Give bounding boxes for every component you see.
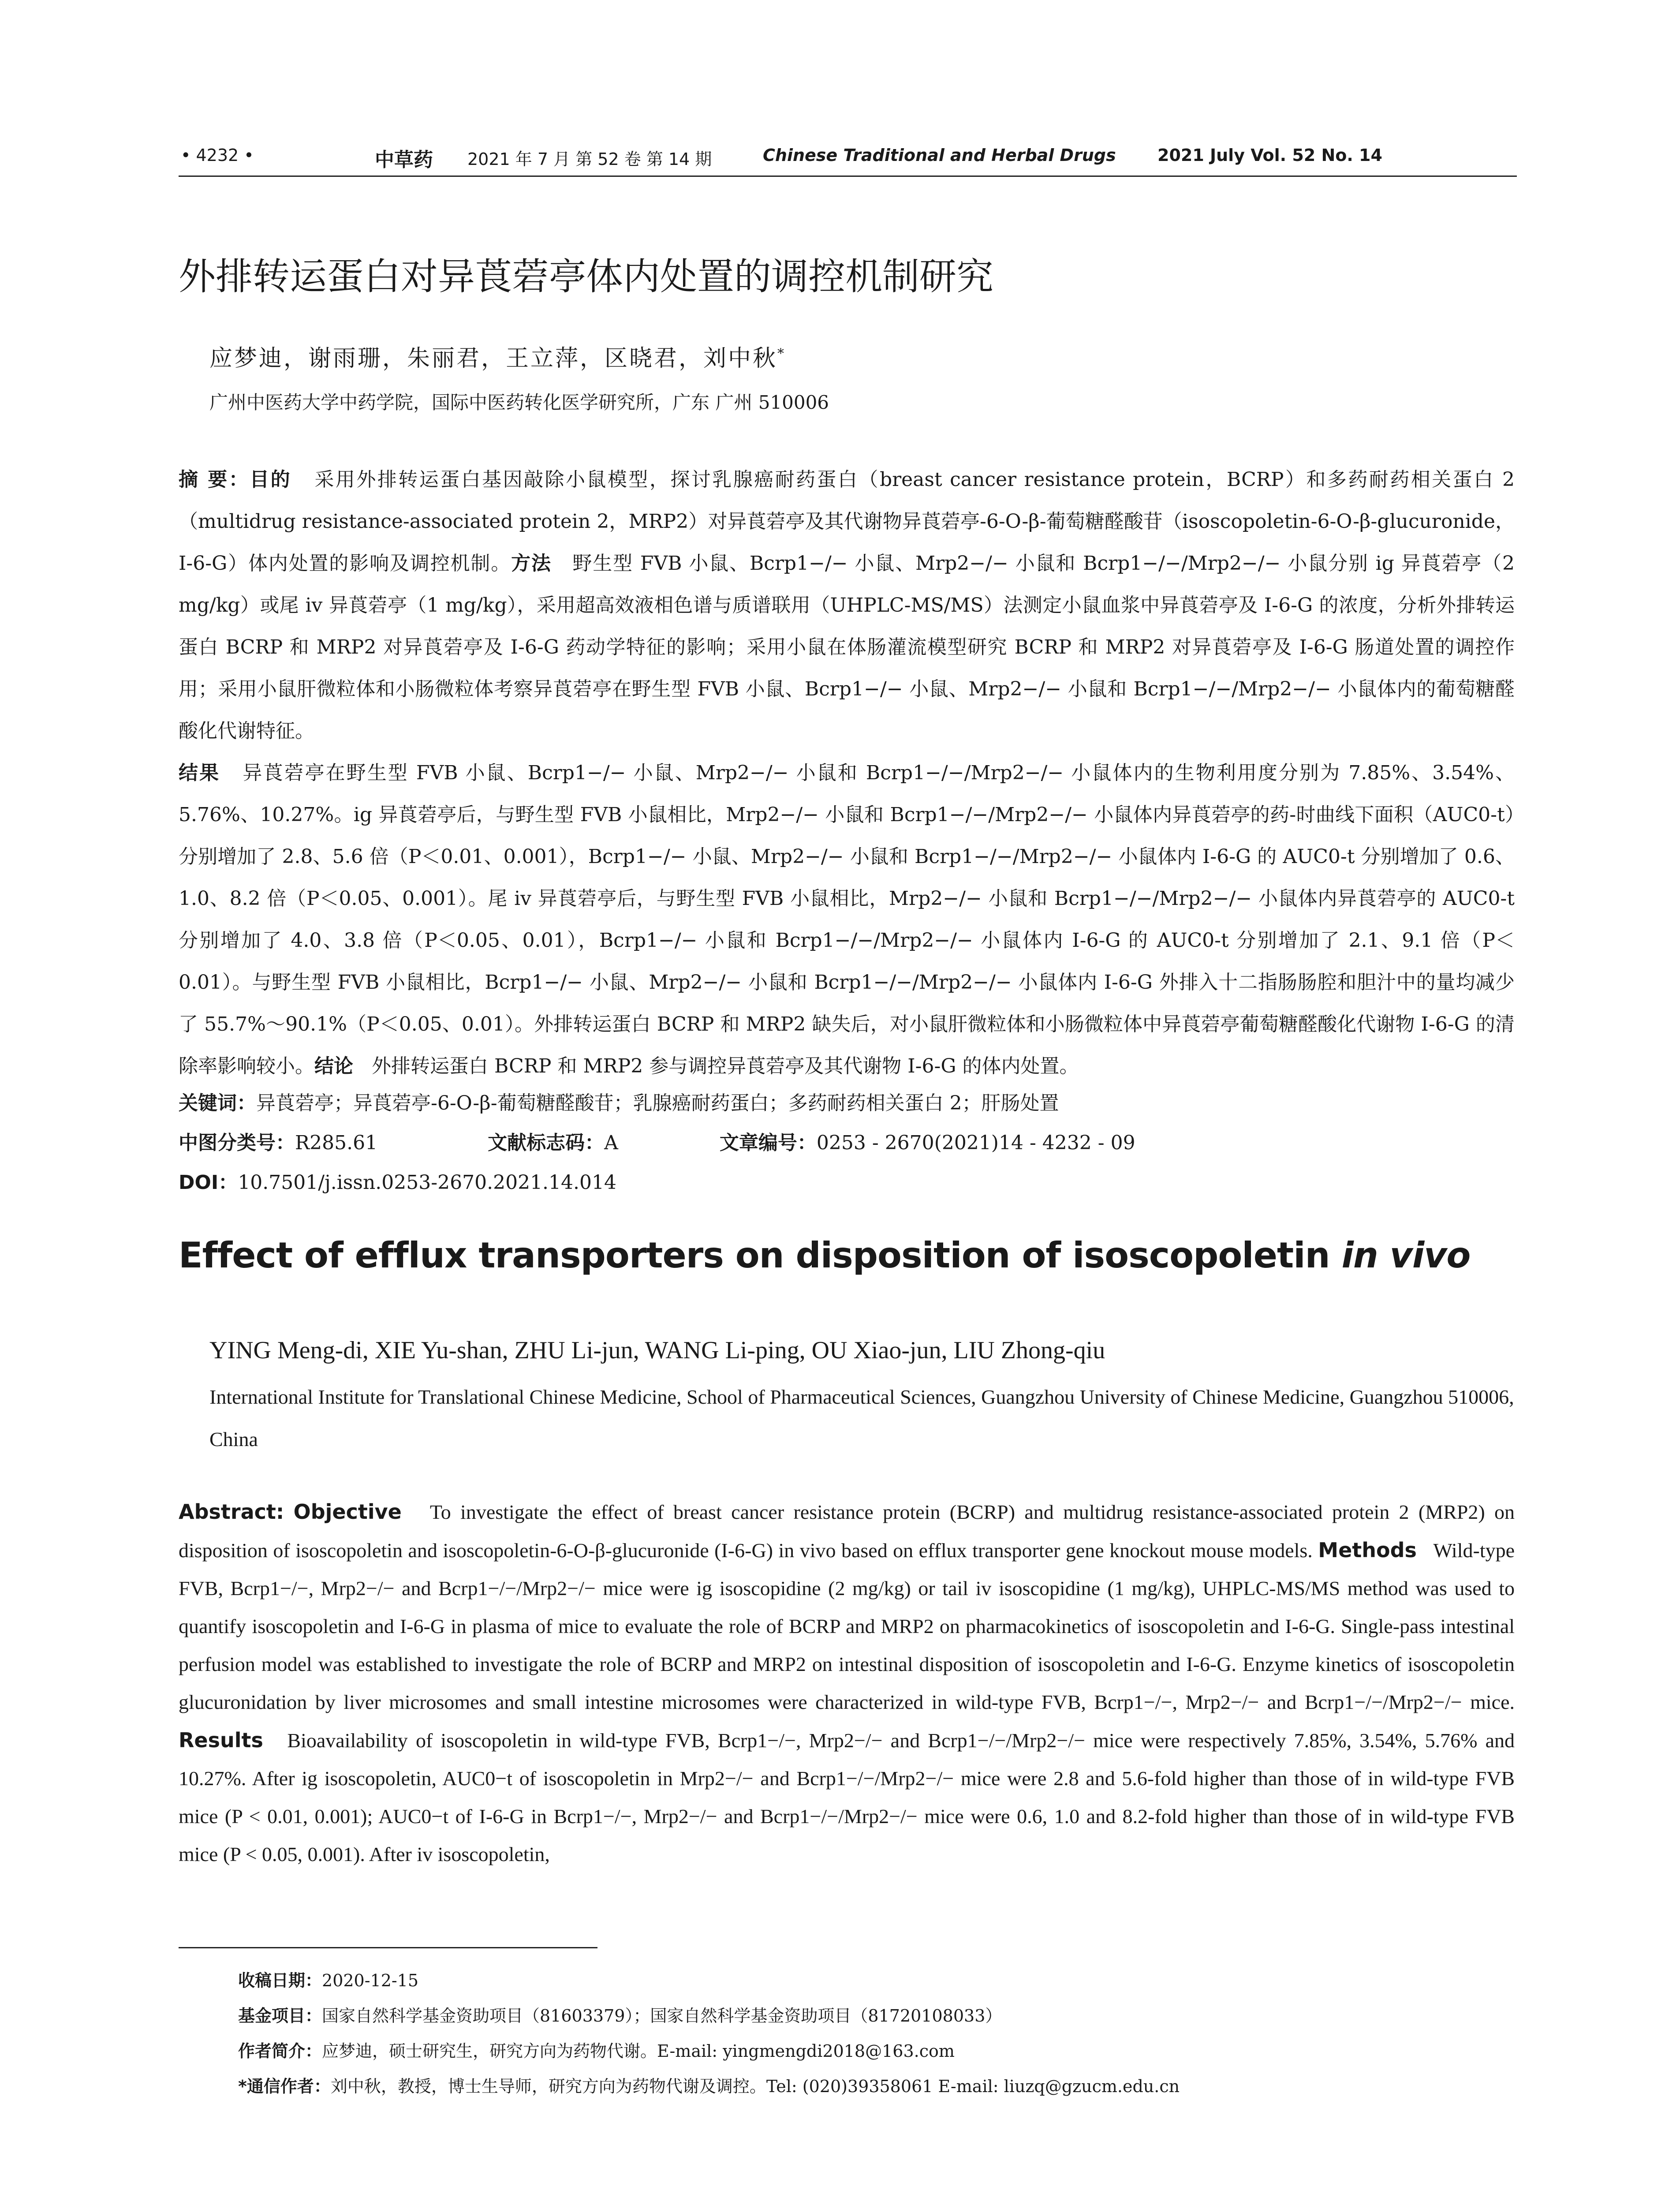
- paper-title-en-italic: in vivo: [1341, 1235, 1471, 1276]
- classification-line: [179, 1127, 1135, 1155]
- issue-cn: 2021 年 7 月 第 52 卷 第 14 期: [467, 149, 712, 169]
- corresponding-mark: *: [777, 346, 786, 362]
- footnote-funding: [238, 2002, 1002, 2026]
- results-cn: 异莨菪亭在野生型 FVB 小鼠、Bcrp1−/− 小鼠、Mrp2−/− 小鼠和 Bcrp1−/−/Mrp2−/− 小鼠体内的生物利用度分别为 7.85%、3.54%、5.76%、10.27%。ig 异莨菪亭后，与野生型 FVB 小鼠相比，Mrp2−/− 小鼠和 Bcrp1−/−/Mrp2−/− 小鼠体内异莨菪亭的药-时曲线下面积（AUC0-t）分别增加了 2.8、5.6 倍（P＜0.01、0.001），Bcrp1−/− 小鼠、Mrp2−/− 小鼠和 Bcrp1−/−/Mrp2−/− 小鼠体内 I-6-G 的 AUC0-t 分别增加了 0.6、1.0、8.2 倍（P＜0.05、0.001）。尾 iv 异莨菪亭后，与野生型 FVB 小鼠相比，Mrp2−/− 小鼠和 Bcrp1−/−/Mrp2−/− 小鼠体内异莨菪亭的 AUC0-t 分别增加了 4.0、3.8 倍（P＜0.05、0.01），Bcrp1−/− 小鼠和 Bcrp1−/−/Mrp2−/− 小鼠体内 I-6-G 的 AUC0-t 分别增加了 2.1、9.1 倍（P＜0.01）。与野生型 FVB 小鼠相比，Bcrp1−/− 小鼠、Mrp2−/− 小鼠和 Bcrp1−/−/Mrp2−/− 小鼠体内 I-6-G 外排入十二指肠肠腔和胆汁中的量均减少了 55.7%～90.1%（P＜0.05、0.01）。外排转运蛋白 BCRP 和 MRP2 缺失后，对小鼠肝微粒体和小肠微粒体中异莨菪亭葡萄糖醛酸化代谢物 I-6-G 的清除率影响较小。: [179, 762, 1515, 1077]
- abstract-cn: [179, 459, 1515, 1087]
- issue-en: 2021 July Vol. 52 No. 14: [1157, 146, 1382, 165]
- doi-line: [179, 1166, 616, 1195]
- objective-cn: 采用外排转运蛋白基因敲除小鼠模型，探讨乳腺癌耐药蛋白（breast cancer resistance protein，BCRP）和多药耐药相关蛋白 2（multidrug resistance-associated protein 2，MRP2）对异莨菪亭及其代谢物异莨菪亭-6-O-β-葡萄糖醛酸苷（isoscopoletin-6-O-β-glucuronide，I-6-G）体内处置的影响及调控机制。: [179, 468, 1515, 575]
- received-label: 收稿日期：: [238, 1971, 322, 1990]
- keywords-text-cn: 异莨菪亭；异莨菪亭-6-O-β-葡萄糖醛酸苷；乳腺癌耐药蛋白；多药耐药相关蛋白 2；肝肠处置: [256, 1092, 1059, 1114]
- results-en: Bioavailability of isoscopoletin in wild-type FVB, Bcrp1−/−, Mrp2−/− and Bcrp1−/−/Mrp2−/− mice were respectively 7.85%, 3.54%, 5.76% and 10.27%. After ig isoscopoletin, AUC0−t of isoscopoletin in Mrp2−/− and Bcrp1−/−/Mrp2−/− mice were 2.8 and 5.6-fold higher than those of in wild-type FVB mice (P < 0.01, 0.001); AUC0−t of I-6-G in Bcrp1−/−, Mrp2−/− and Bcrp1−/−/Mrp2−/− mice were 0.6, 1.0 and 8.2-fold higher than those of in wild-type FVB mice (P < 0.05, 0.001). After iv isoscopoletin,: [179, 1729, 1515, 1865]
- corresponding-text: 刘中秋，教授，博士生导师，研究方向为药物代谢及调控。Tel: (020)39358061 E-mail: liuzq@gzucm.edu.cn: [330, 2077, 1180, 2096]
- objective-label-cn: 目的: [250, 468, 292, 491]
- methods-label-cn: 方法: [511, 552, 552, 575]
- author-bio-label: 作者简介：: [238, 2041, 322, 2061]
- class-label: 中图分类号：: [179, 1132, 295, 1154]
- article-no-value: 0253 - 2670(2021)14 - 4232 - 09: [816, 1132, 1135, 1154]
- corresponding-label: *通信作者：: [238, 2077, 331, 2096]
- abstract-label-en: Abstract:: [179, 1500, 284, 1524]
- footnote-received: [238, 1967, 418, 1991]
- page-number: • 4232 •: [181, 146, 254, 165]
- abstract-en: [179, 1493, 1515, 1873]
- authors-en: YING Meng-di, XIE Yu-shan, ZHU Li-jun, WANG Li-ping, OU Xiao-jun, LIU Zhong-qiu: [209, 1337, 1105, 1364]
- keywords-label-cn: 关键词：: [179, 1092, 256, 1114]
- paper-title-en-main: Effect of efflux transporters on disposition of isoscopoletin: [179, 1235, 1342, 1276]
- fund-label: 基金项目：: [238, 2006, 322, 2026]
- header-rule: [179, 176, 1517, 177]
- fund-text: 国家自然科学基金资助项目（81603379）；国家自然科学基金资助项目（81720108033）: [322, 2006, 1002, 2026]
- journal-name-en: Chinese Traditional and Herbal Drugs: [763, 146, 1116, 165]
- running-header: [181, 146, 1508, 172]
- doc-code-label: 文献标志码：: [488, 1132, 605, 1154]
- footnote-corresponding: [238, 2073, 1180, 2097]
- paper-title-cn: 外排转运蛋白对异莨菪亭体内处置的调控机制研究: [179, 255, 994, 298]
- keywords-cn: [179, 1087, 1059, 1115]
- methods-label-en: Methods: [1318, 1538, 1417, 1562]
- paper-title-en: [179, 1235, 1470, 1276]
- methods-cn: 野生型 FVB 小鼠、Bcrp1−/− 小鼠、Mrp2−/− 小鼠和 Bcrp1−/−/Mrp2−/− 小鼠分别 ig 异莨菪亭（2 mg/kg）或尾 iv 异莨菪亭（1 mg/kg），采用超高效液相色谱与质谱联用（UHPLC-MS/MS）法测定小鼠血浆中异莨菪亭及 I-6-G 的浓度，分析外排转运蛋白 BCRP 和 MRP2 对异莨菪亭及 I-6-G 药动学特征的影响；采用小鼠在体肠灌流模型研究 BCRP 和 MRP2 对异莨菪亭及 I-6-G 肠道处置的调控作用；采用小鼠肝微粒体和小肠微粒体考察异莨菪亭在野生型 FVB 小鼠、Bcrp1−/− 小鼠、Mrp2−/− 小鼠和 Bcrp1−/−/Mrp2−/− 小鼠体内的葡萄糖醛酸化代谢特征。: [179, 552, 1515, 742]
- received-date: 2020-12-15: [322, 1971, 419, 1990]
- conclusion-label-cn: 结论: [314, 1055, 353, 1077]
- abstract-label-cn: 摘 要：: [179, 468, 250, 491]
- article-no-label: 文章编号：: [719, 1132, 817, 1154]
- class-value: R285.61: [295, 1132, 378, 1154]
- conclusion-cn: 外排转运蛋白 BCRP 和 MRP2 参与调控异莨菪亭及其代谢物 I-6-G 的体内处置。: [371, 1055, 1079, 1077]
- doi-label: DOI：: [179, 1171, 238, 1194]
- authors-cn-text: 应梦迪，谢雨珊，朱丽君，王立萍，区晓君，刘中秋: [209, 345, 778, 372]
- footnote-author-bio: [238, 2037, 955, 2062]
- methods-en: Wild-type FVB, Bcrp1−/−, Mrp2−/− and Bcrp1−/−/Mrp2−/− mice were ig isoscopidine (2 mg/kg) or tail iv isoscopidine (1 mg/kg), UHPLC-MS/MS method was used to quantify isoscopoletin and I-6-G in plasma of mice to evaluate the role of BCRP and MRP2 on pharmacokinetics of isoscopoletin and I-6-G. Single-pass intestinal perfusion model was established to investigate the role of BCRP and MRP2 on intestinal disposition of isoscopoletin and I-6-G. Enzyme kinetics of isoscopoletin glucuronidation by liver microsomes and small intestine microsomes were characterized in wild-type FVB, Bcrp1−/−, Mrp2−/− and Bcrp1−/−/Mrp2−/− mice.: [179, 1539, 1515, 1713]
- footnote-rule: [179, 1947, 597, 1948]
- objective-label-en: Objective: [293, 1500, 402, 1524]
- doi-value[interactable]: 10.7501/j.issn.0253-2670.2021.14.014: [238, 1171, 616, 1194]
- objective-en: To investigate the effect of breast cancer resistance protein (BCRP) and multidrug resistance-associated protein 2 (MRP2) on disposition of isoscopoletin and isoscopoletin-6-O-β-glucuronide (I-6-G) in vivo based on efflux transporter gene knockout mouse models.: [179, 1501, 1515, 1562]
- journal-name-cn: 中草药: [375, 149, 433, 171]
- affiliation-en: International Institute for Translational Chinese Medicine, School of Pharmaceutical Sciences, Guangzhou University of Chinese Medicine, Guangzhou 510006, China: [209, 1386, 1514, 1450]
- results-label-cn: 结果: [179, 762, 220, 784]
- doc-code-value: A: [604, 1132, 618, 1154]
- authors-cn: [209, 340, 786, 373]
- results-label-en: Results: [179, 1728, 263, 1752]
- author-bio-text: 应梦迪，硕士研究生，研究方向为药物代谢。E-mail: yingmengdi2018@163.com: [322, 2041, 955, 2061]
- affiliation-cn: 广州中医药大学中药学院，国际中医药转化医学研究所，广东 广州 510006: [209, 392, 829, 413]
